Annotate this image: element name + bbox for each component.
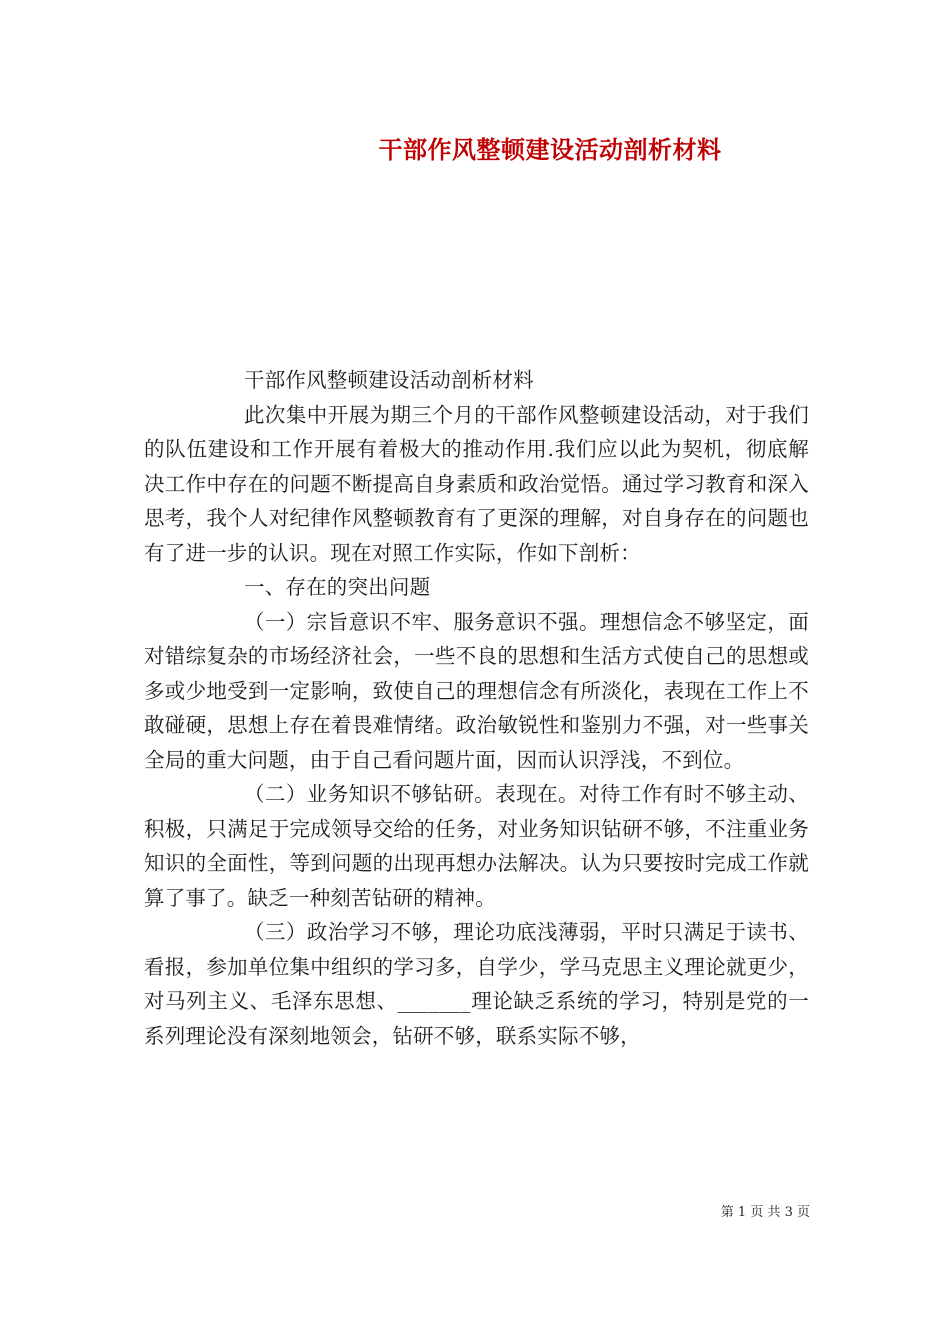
page-number: 第 1 页 共 3 页 [720,1205,810,1220]
document-title: 干部作风整顿建设活动剖析材料 [378,135,722,164]
page-footer [680,1204,810,1222]
body-heading-paragraph: 干部作风整顿建设活动剖析材料 [244,368,534,392]
section-heading: 一、存在的突出问题 [244,575,431,599]
issue-paragraph-1: （一）宗旨意识不牢、服务意识不强。理想信念不够坚定，面对错综复杂的市场经济社会，一些不良的思想和生活方式使自己的思想或多或少地受到一定影响，致使自己的理想信念有所淡化，表现在工作上不敢碰硬，思想上存在着畏难情绪。政治敏锐性和鉴别力不强，对一些事关全局的重大问题，由于自己看问题片面，因而认识浮浅，不到位。 [144,609,809,772]
document-body [144,363,809,1053]
intro-paragraph: 此次集中开展为期三个月的干部作风整顿建设活动，对于我们的队伍建设和工作开展有着极大的推动作用.我们应以此为契机，彻底解决工作中存在的问题不断提高自身素质和政治觉悟。通过学习教育和深入思考，我个人对纪律作风整顿教育有了更深的理解，对自身存在的问题也有了进一步的认识。现在对照工作实际，作如下剖析： [144,402,809,565]
issue-paragraph-2: （二）业务知识不够钻研。表现在。对待工作有时不够主动、积极，只满足于完成领导交给的任务，对业务知识钻研不够，不注重业务知识的全面性，等到问题的出现再想办法解决。认为只要按时完成工作就算了事了。缺乏一种刻苦钻研的精神。 [144,782,809,910]
issue-paragraph-3: （三）政治学习不够，理论功底浅薄弱，平时只满足于读书、看报，参加单位集中组织的学习多，自学少，学马克思主义理论就更少，对马列主义、毛泽东思想、_______理论缺乏系统的学习，特别是党的一系列理论没有深刻地领会，钻研不够，联系实际不够， [144,920,809,1048]
